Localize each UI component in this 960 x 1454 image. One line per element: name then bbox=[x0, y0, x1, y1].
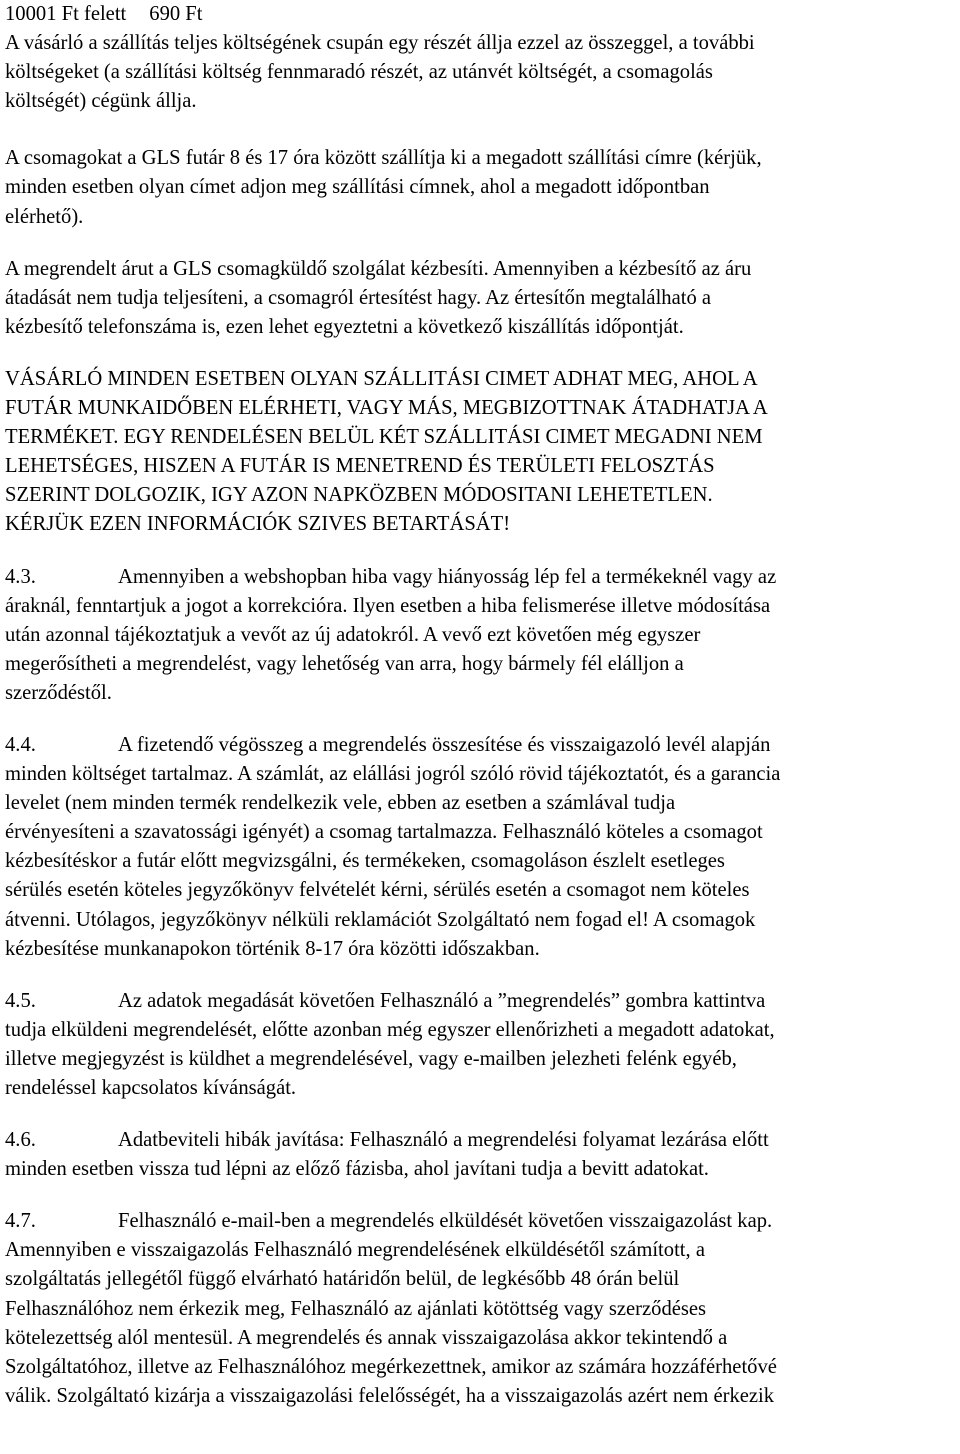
paragraph-line: sérülés esetén köteles jegyzőkönyv felvételét kérni, sérülés esetén a csomagot nem köteles bbox=[5, 879, 750, 902]
section-first-text: A fizetendő végösszeg a megrendelés összesítése és visszaigazoló levél alapján bbox=[118, 733, 771, 756]
price-threshold-label: 10001 Ft felett bbox=[5, 3, 127, 25]
section-4-3 bbox=[5, 563, 957, 708]
paragraph-line: FUTÁR MUNKAIDŐBEN ELÉRHETI, VAGY MÁS, MEGBIZOTTNAK ÁTADHATJA A bbox=[5, 397, 768, 420]
section-number: 4.4. bbox=[5, 733, 36, 756]
section-number: 4.3. bbox=[5, 565, 36, 588]
paragraph-line: megerősítheti a megrendelést, vagy lehetőség van arra, hogy bármely fél elálljon a bbox=[5, 652, 684, 675]
shipping-price-paragraph bbox=[5, 0, 957, 116]
section-first-text: Felhasználó e-mail-ben a megrendelés elküldését követően visszaigazolást kap. bbox=[118, 1210, 773, 1233]
paragraph-line: VÁSÁRLÓ MINDEN ESETBEN OLYAN SZÁLLITÁSI CIMET ADHAT MEG, AHOL A bbox=[5, 367, 758, 390]
paragraph-line: tudja elküldeni megrendelését, előtte azonban még egyszer ellenőrizheti a megadott adatokat, bbox=[5, 1018, 775, 1041]
paragraph-line: levelet (nem minden termék rendelkezik vele, ebben az esetben a számlával tudja bbox=[5, 792, 676, 815]
paragraph-line: LEHETSÉGES, HISZEN A FUTÁR IS MENETREND ÉS TERÜLETI FELOSZTÁS bbox=[5, 455, 715, 478]
section-number: 4.5. bbox=[5, 989, 36, 1012]
paragraph-line: átvenni. Utólagos, jegyzőkönyv nélküli reklamációt Szolgáltató nem fogad el! A csomagok bbox=[5, 908, 756, 931]
section-first-text: Adatbeviteli hibák javítása: Felhasználó a megrendelési folyamat lezárása előtt bbox=[118, 1129, 769, 1152]
section-first-line bbox=[5, 1207, 957, 1236]
section-first-line bbox=[5, 987, 957, 1016]
section-4-4 bbox=[5, 731, 957, 964]
paragraph-line: A vásárló a szállítás teljes költségének csupán egy részét állja ezzel az összeggel, a további bbox=[5, 32, 755, 55]
paragraph-line: TERMÉKET. EGY RENDELÉSEN BELÜL KÉT SZÁLLITÁSI CIMET MEGADNI NEM bbox=[5, 426, 763, 449]
section-first-text: Az adatok megadását követően Felhasználó a ”megrendelés” gombra kattintva bbox=[118, 989, 766, 1012]
paragraph-line: rendeléssel kapcsolatos kívánságát. bbox=[5, 1077, 297, 1099]
paragraph-line: átadását nem tudja teljesíteni, a csomagról értesítést hagy. Az értesítőn megtalálható a bbox=[5, 286, 712, 309]
paragraph-line: SZERINT DOLGOZIK, IGY AZON NAPKÖZBEN MÓDOSITANI LEHETETLEN. bbox=[5, 484, 713, 507]
paragraph-line: Felhasználóhoz nem érkezik meg, Felhasználó az ajánlati kötöttség vagy szerződéses bbox=[5, 1297, 707, 1320]
paragraph-line: A megrendelt árut a GLS csomagküldő szolgálat kézbesíti. Amennyiben a kézbesítő az áru bbox=[5, 257, 752, 280]
section-first-line bbox=[5, 563, 957, 592]
courier-paragraph bbox=[5, 255, 957, 342]
paragraph-line: minden esetben olyan címet adjon meg szállítási címnek, ahol a megadott időpontban bbox=[5, 176, 710, 199]
document-page bbox=[5, 0, 957, 1411]
paragraph-line: szolgáltatás jellegétől függő elvárható határidőn belül, de legkésőbb 48 órán belül bbox=[5, 1268, 680, 1291]
paragraph-line: érvényesíteni a szavatossági igényét) a csomag tartalmazza. Felhasználó köteles a csomagot bbox=[5, 821, 763, 844]
paragraph-line: minden költséget tartalmaz. A számlát, az elállási jogról szóló rövid tájékoztatót, és a garancia bbox=[5, 763, 781, 786]
paragraph-line: kézbesítéskor a futár előtt megvizsgálni, és termékeken, csomagoláson észlelt esetleges bbox=[5, 850, 725, 873]
section-4-5 bbox=[5, 987, 957, 1103]
paragraph-line: költségeket (a szállítási költség fennmaradó részét, az utánvét költségét, a csomagolás bbox=[5, 61, 713, 84]
section-first-line bbox=[5, 1126, 957, 1155]
paragraph-line: válik. Szolgáltató kizárja a visszaigazolási felelősségét, ha a visszaigazolás azért nem érkezik bbox=[5, 1384, 775, 1407]
paragraph-line: Szolgáltatóhoz, illetve az Felhasználóhoz megérkezettnek, amikor az számára hozzáférhetővé bbox=[5, 1355, 777, 1378]
section-first-text: Amennyiben a webshopban hiba vagy hiányosság lép fel a termékeknél vagy az bbox=[118, 565, 777, 588]
price-value: 690 Ft bbox=[149, 3, 203, 25]
paragraph-line: minden esetben vissza tud lépni az előző fázisba, ahol javítani tudja a bevitt adatokat. bbox=[5, 1158, 709, 1181]
paragraph-line: Amennyiben e visszaigazolás Felhasználó megrendelésének elküldésétől számított, a bbox=[5, 1239, 705, 1262]
paragraph-line: illetve megjegyzést is küldhet a megrendelésével, vagy e-mailben jelezheti felénk egyéb, bbox=[5, 1047, 737, 1070]
section-first-line bbox=[5, 731, 957, 760]
paragraph-line: kézbesítő telefonszáma is, ezen lehet egyeztetni a következő kiszállítás időpontját. bbox=[5, 315, 684, 338]
section-4-7 bbox=[5, 1207, 957, 1411]
paragraph-line: áraknál, fenntartjuk a jogot a korrekcióra. Ilyen esetben a hiba felismerése illetve módosítása bbox=[5, 594, 771, 617]
paragraph-line: elérhető). bbox=[5, 205, 84, 228]
paragraph-line: kézbesítése munkanapokon történik 8-17 óra közötti időszakban. bbox=[5, 937, 540, 960]
gls-delivery-paragraph bbox=[5, 144, 957, 231]
paragraph-line: KÉRJÜK EZEN INFORMÁCIÓK SZIVES BETARTÁSÁT! bbox=[5, 513, 511, 536]
paragraph-line: szerződéstől. bbox=[5, 681, 112, 704]
section-number: 4.7. bbox=[5, 1210, 36, 1233]
section-4-6 bbox=[5, 1126, 957, 1184]
paragraph-line: A csomagokat a GLS futár 8 és 17 óra között szállítja ki a megadott szállítási címre (kérjük, bbox=[5, 147, 762, 170]
paragraph-line: után azonnal tájékoztatjuk a vevőt az új adatokról. A vevő ezt követően még egyszer bbox=[5, 623, 701, 646]
price-row bbox=[5, 0, 957, 29]
paragraph-line: kötelezettség alól mentesül. A megrendelés és annak visszaigazolása akkor tekintendő a bbox=[5, 1326, 728, 1349]
uppercase-notice-paragraph bbox=[5, 365, 957, 540]
section-number: 4.6. bbox=[5, 1129, 36, 1152]
paragraph-line: költségét) cégünk állja. bbox=[5, 90, 197, 113]
